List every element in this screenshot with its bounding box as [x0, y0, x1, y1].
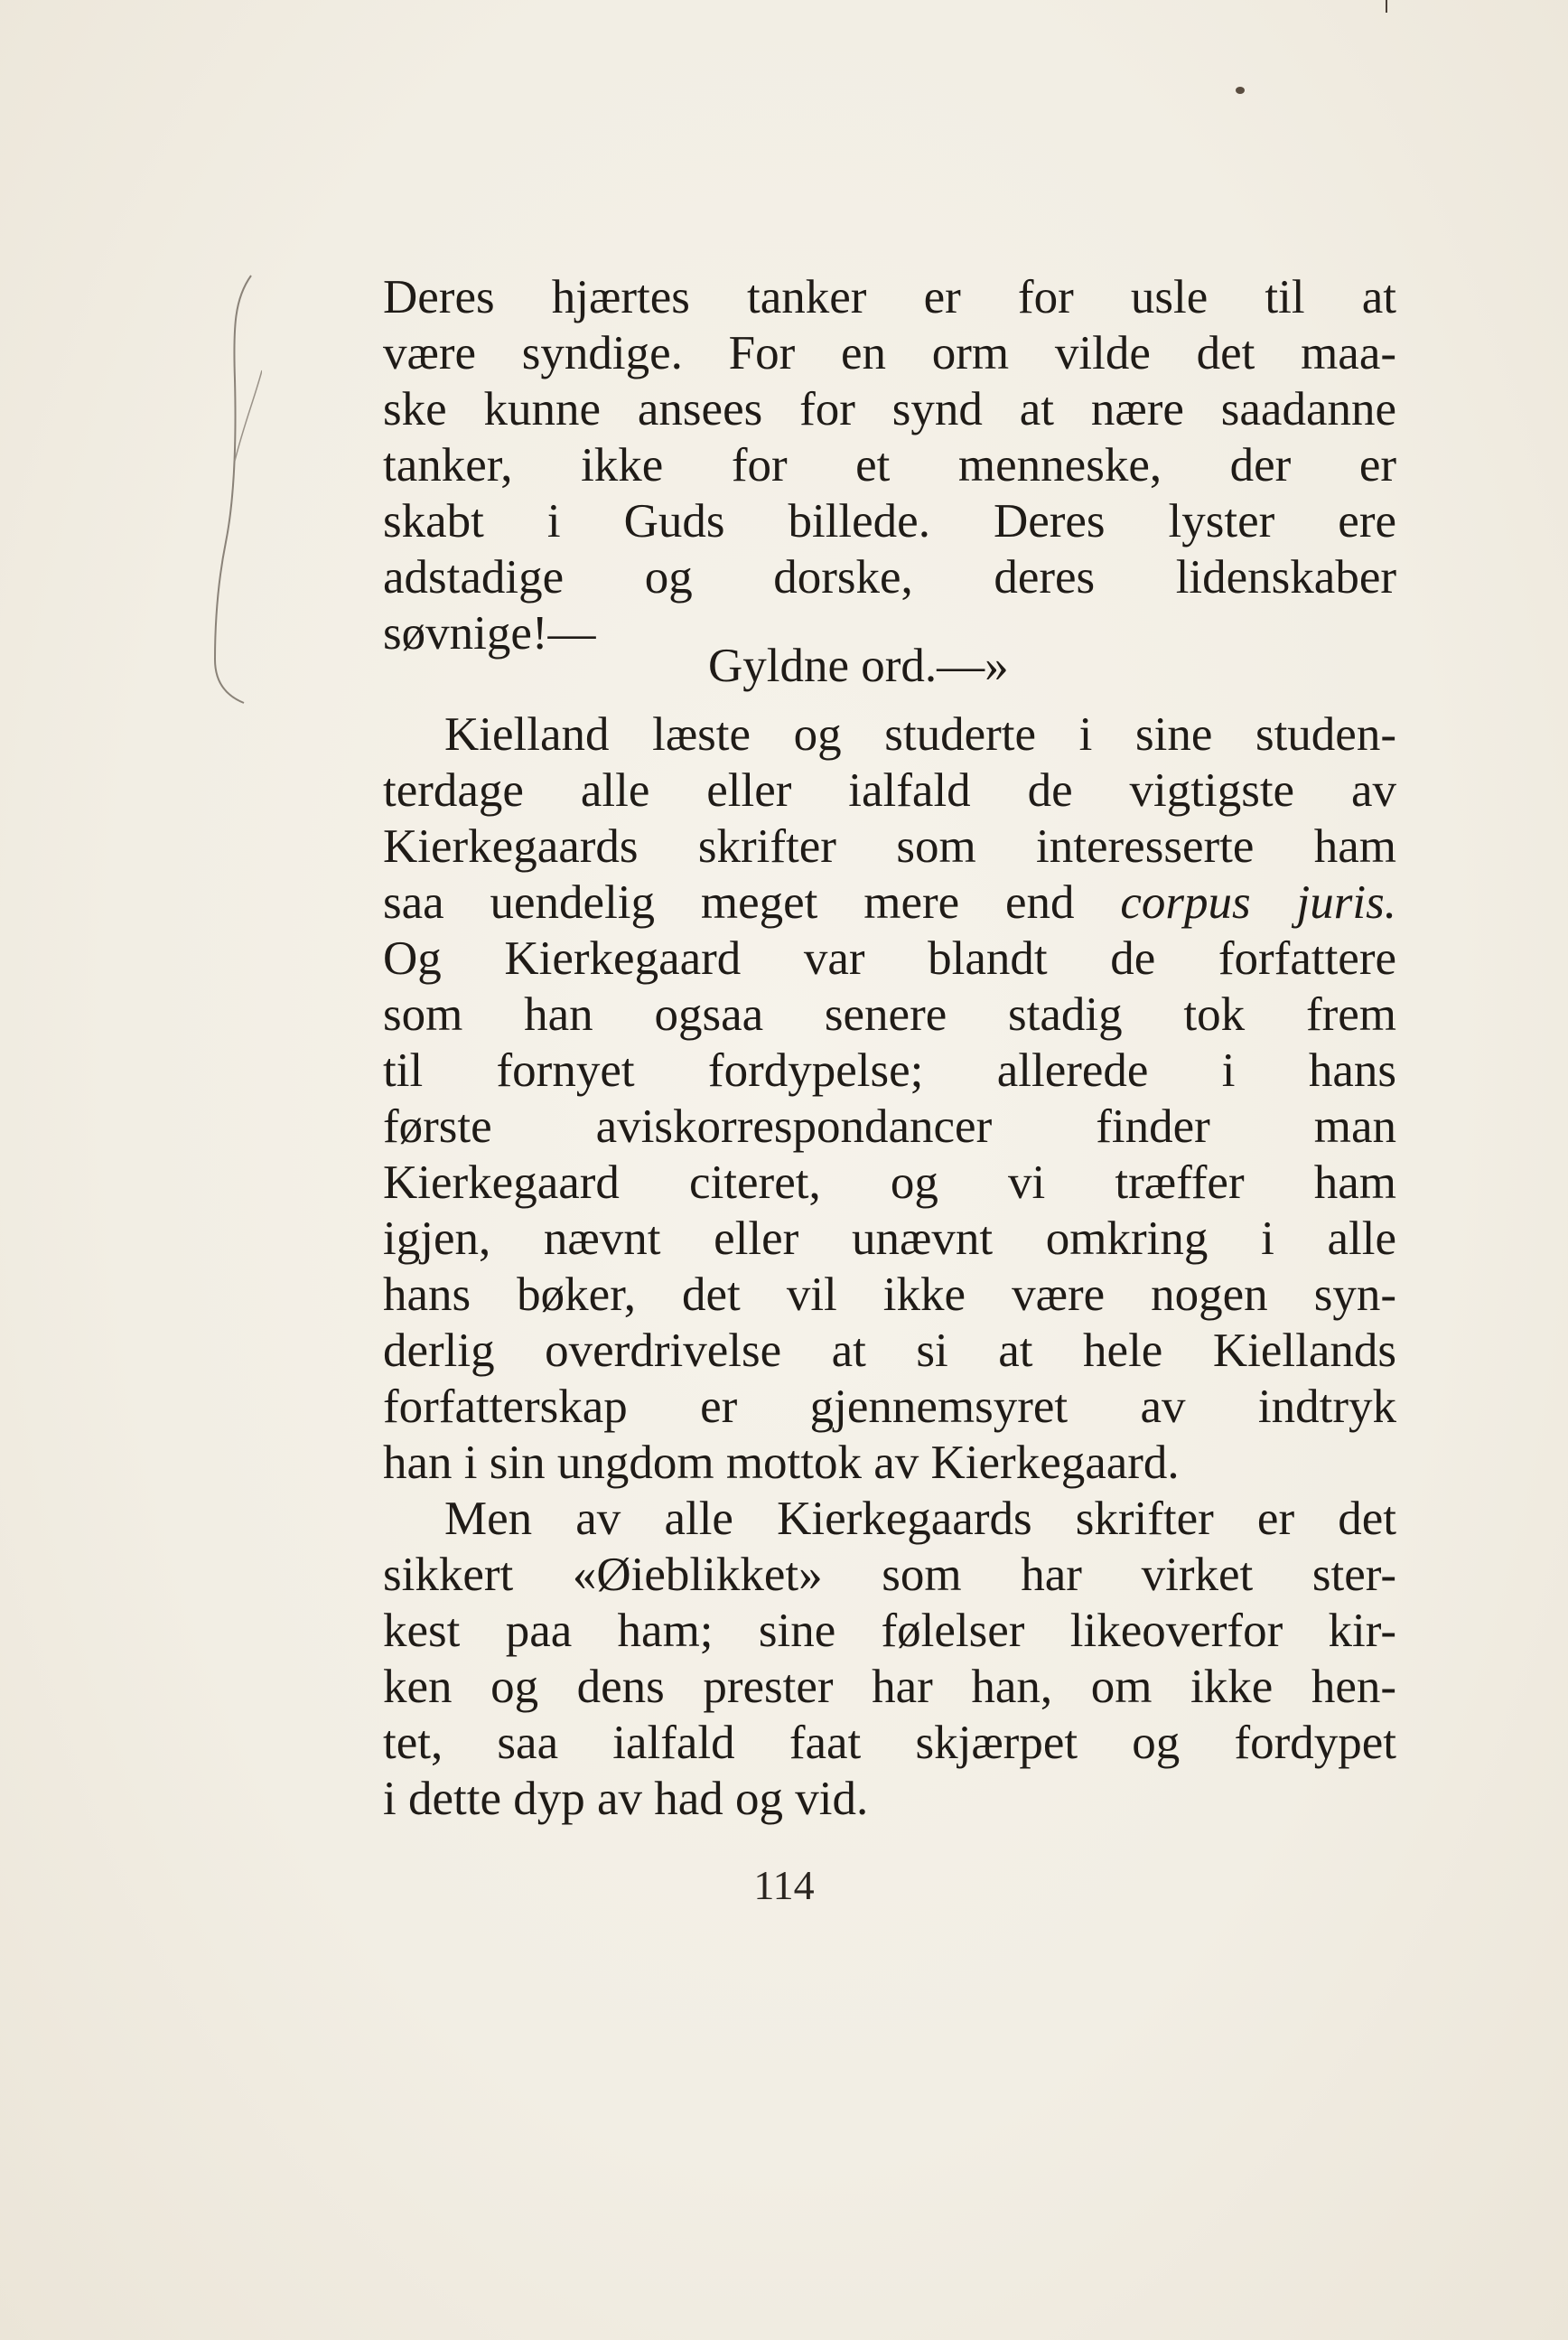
- text-line: terdage alle eller ialfald de vigtigste av: [383, 764, 1396, 817]
- text-line: skabt i Guds billede. Deres lyster ere: [383, 495, 1396, 548]
- text-line: Men av alle Kierkegaards skrifter er det: [444, 1493, 1396, 1545]
- text-line: Kierkegaard citeret, og vi træffer ham: [383, 1156, 1396, 1209]
- text-line: [383, 875, 1396, 931]
- page-edge-mark: [1386, 0, 1387, 13]
- text-line: til fornyet fordypelse; allerede i hans: [383, 1044, 1396, 1097]
- text-line: Kierkegaards skrifter som interesserte ham: [383, 820, 1396, 873]
- text-line: Kielland læste og studerte i sine studen-: [444, 708, 1396, 761]
- text-line: tet, saa ialfald faat skjærpet og fordypet: [383, 1717, 1396, 1769]
- ink-speck: [1236, 87, 1245, 94]
- text-line: ken og dens prester har han, om ikke hen-: [383, 1661, 1396, 1713]
- text-line: forfatterskap er gjennemsyret av indtryk: [383, 1381, 1396, 1433]
- text-fragment: saa uendelig meget mere end: [383, 876, 1121, 929]
- text-line: ske kunne ansees for synd at nære saadanne: [383, 383, 1396, 435]
- italic-term: corpus juris.: [1120, 876, 1396, 929]
- margin-bracket-mark: [208, 271, 262, 705]
- text-line: kest paa ham; sine følelser likeoverfor kir-: [383, 1605, 1396, 1657]
- text-line: første aviskorrespondancer finder man: [383, 1100, 1396, 1153]
- text-line: sikkert «Øieblikket» som har virket ster-: [383, 1549, 1396, 1601]
- text-line: søvnige!—: [383, 607, 596, 660]
- text-line: igjen, nævnt eller unævnt omkring i alle: [383, 1212, 1396, 1265]
- text-line: tanker, ikke for et menneske, der er: [383, 439, 1396, 491]
- text-line: som han ogsaa senere stadig tok frem: [383, 988, 1396, 1041]
- text-line: derlig overdrivelse at si at hele Kiellands: [383, 1324, 1396, 1377]
- text-line: hans bøker, det vil ikke være nogen syn-: [383, 1268, 1396, 1321]
- body-text: [383, 269, 1396, 1827]
- quote-attribution: Gyldne ord.—»: [708, 640, 1009, 692]
- paragraph-spacer: [383, 694, 1396, 707]
- text-line: være syndige. For en orm vilde det maa-: [383, 327, 1396, 379]
- text-line: adstadige og dorske, deres lidenskaber: [383, 551, 1396, 604]
- page-number: 114: [753, 1862, 815, 1908]
- text-line: Og Kierkegaard var blandt de forfattere: [383, 932, 1396, 985]
- text-line: han i sin ungdom mottok av Kierkegaard.: [383, 1437, 1180, 1489]
- text-line: Deres hjærtes tanker er for usle til at: [383, 271, 1396, 323]
- text-line: i dette dyp av had og vid.: [383, 1773, 869, 1825]
